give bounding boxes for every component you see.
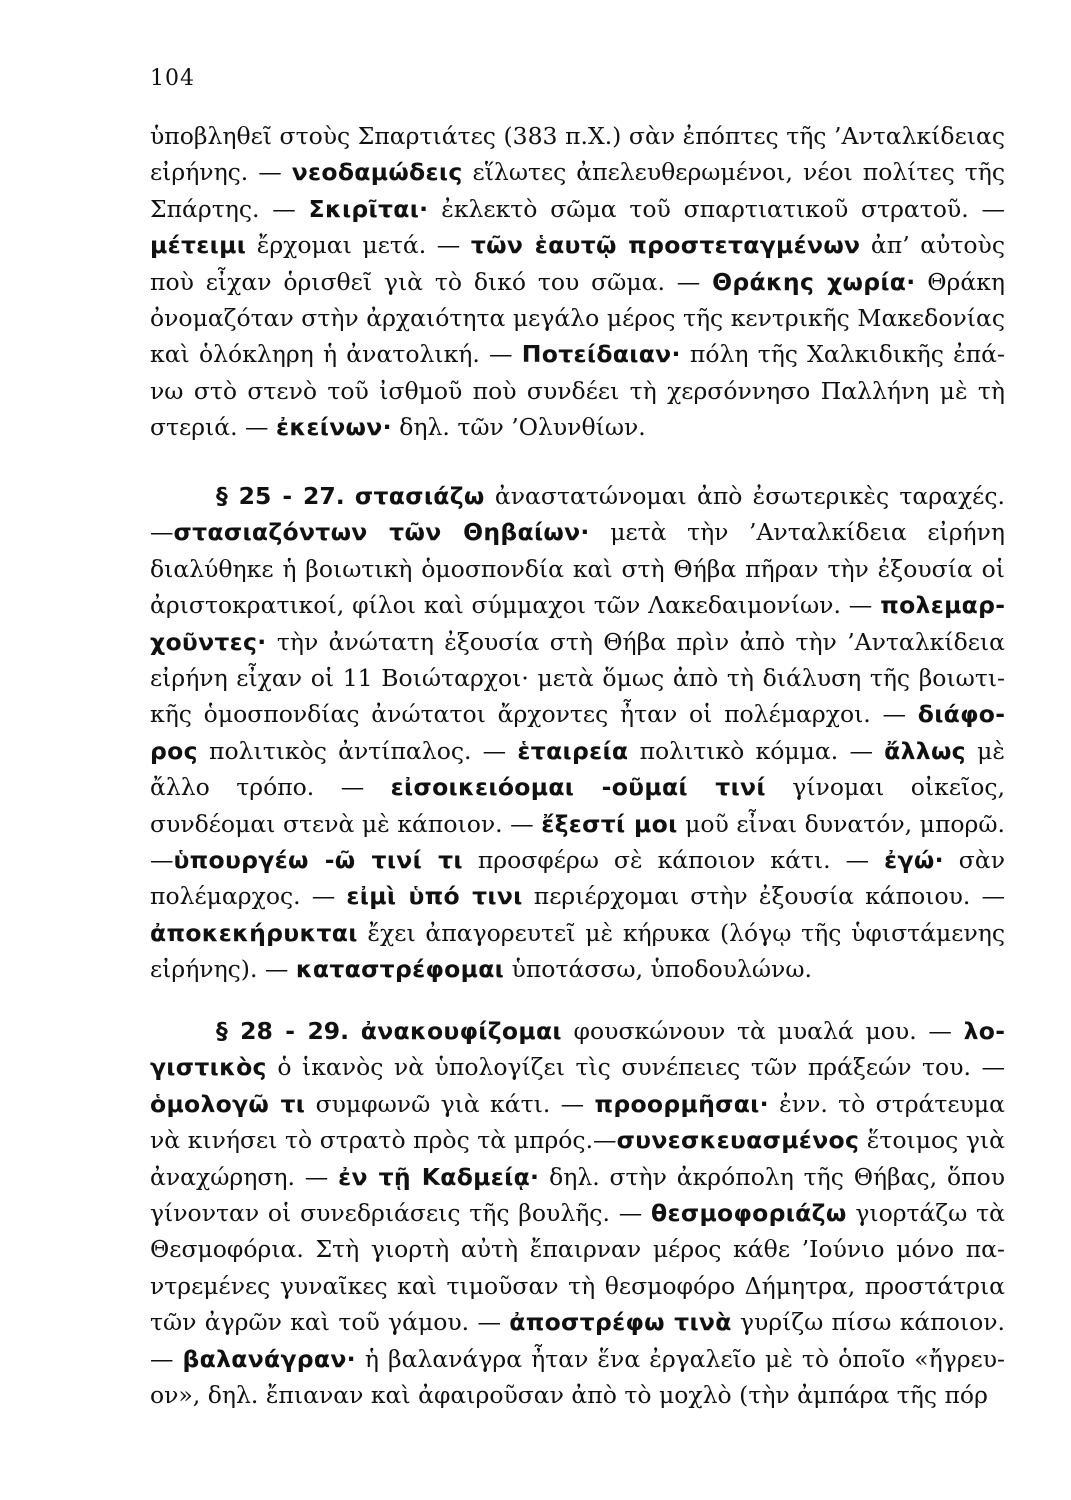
glossary-term: νεοδαμώδεις (291, 158, 463, 187)
definition-text: Θράκη ὀνομαζόταν στὴν ἀρχαιότητα μεγάλο μέρος τῆς κεντρικῆς Μακεδονίας καὶ ὁλόκληρη ἡ ἀνατολική. — (150, 267, 1006, 369)
definition-text: ἐνν. τὸ στράτευμα νὰ κινήσει τὸ στρατὸ πρὸς τὰ μπρός.— (150, 1089, 1005, 1155)
glossary-term: ἐκείνων· (276, 413, 392, 442)
glossary-term: ἀνακουφίζομαι (360, 1017, 562, 1045)
definition-text: δηλ. τῶν ’Ολυνθίων. (391, 413, 646, 442)
glossary-term: ὑπουργέω -ῶ τινί τι (173, 846, 463, 875)
definition-text: πόλη τῆς Χαλκιδικῆς ἐπάνω στὸ στενὸ τοῦ ἰσθμοῦ ποὺ συνδέει τὴ χερσόννησο Παλλήνη μὲ τὴ στεριά. — (150, 340, 1005, 442)
glossary-term: Σκιρῖται· (308, 194, 429, 223)
definition-text: ἕτοιμος γιὰ ἀναχώρηση. — (150, 1126, 1006, 1191)
definition-text: σὰν πολέμαρχος. — (150, 846, 1006, 911)
definition-text: περιέρχομαι στὴν ἐξουσία κάποιου. — (522, 882, 1005, 911)
definition-text: δηλ. στὴν ἀκρόπολη τῆς Θήβας, ὅπου γίνονταν οἱ συνεδριάσεις τῆς βουλῆς. — (150, 1162, 1005, 1228)
glossary-term: διάφορος (150, 700, 1005, 765)
glossary-term: πολεμαρχοῦντες· (150, 591, 1005, 656)
glossary-term: εἰμὶ ὑπό τινι (346, 882, 523, 911)
paragraph-text (150, 118, 1005, 446)
paragraph-text (150, 1013, 1005, 1413)
definition-text: τὴν ἀνώτατη ἐξουσία στὴ Θήβα πρὶν ἀπὸ τὴν ’Ανταλκίδεια εἰρήνη εἶχαν οἱ 11 Βοιώταρχοι· μετὰ ὅμως ἀπὸ τὴ διάλυση τῆς βοιωτικῆς ὁμοσπονδίας ἀνώτατοι ἄρχοντες ἦταν οἱ πολέμαρχοι. — (150, 627, 1005, 729)
definition-text: γυρίζω πίσω κάποιον. — (150, 1308, 1005, 1373)
glossary-term: ἑταιρεία (517, 736, 629, 765)
page-number: 104 (150, 66, 195, 91)
glossary-term: ὁμολογῶ τι (150, 1089, 306, 1118)
definition-text: μὲ ἄλλο τρόπο. — (150, 736, 1006, 802)
glossary-term: ἐν τῇ Καδμείᾳ· (338, 1162, 540, 1191)
glossary-term: θεσμοφοριάζω (651, 1199, 847, 1228)
glossary-term: καταστρέφομαι (295, 955, 505, 984)
glossary-term: προορμῆσαι· (594, 1089, 769, 1118)
glossary-term: συνεσκευασμένος (616, 1126, 860, 1155)
glossary-term: βαλανάγραν· (182, 1344, 356, 1373)
definition-text: ἡ βαλανάγρα ἦταν ἕνα ἐργαλεῖο μὲ τὸ ὁποῖο «ἤγρευον», δηλ. ἔπιαναν καὶ ἀφαιροῦσαν ἀπὸ τὸ μοχλὸ (τὴν ἀμπάρα τῆς πόρ (150, 1344, 1005, 1410)
definition-text: συμφωνῶ γιὰ κάτι. — (305, 1089, 595, 1118)
glossary-term: μέτειμι (150, 231, 247, 260)
glossary-term: λογιστικὸς (150, 1017, 1005, 1082)
glossary-paragraph-section-25-27 (150, 478, 1005, 988)
glossary-term: ἐγώ· (884, 846, 944, 875)
definition-text: ἔχει ἀπαγορευτεῖ μὲ κήρυκα (λόγῳ τῆς ὑφιστάμενης εἰρήνης). — (150, 918, 1005, 984)
definition-text: ὑποτάσσω, ὑποδουλώνω. (504, 955, 812, 984)
glossary-term: εἰσοικειόομαι -οῦμαί τινί (390, 773, 766, 802)
glossary-term: στασιαζόντων τῶν Θηβαίων· (173, 518, 590, 547)
definition-text: εἵλωτες ἀπελευθερωμένοι, νέοι πολίτες τῆς Σπάρτης. — (150, 158, 1005, 223)
glossary-term: ἀποκεκήρυκται (150, 918, 358, 947)
section-marker: § 25 - 27. (216, 482, 345, 510)
definition-text: ὑποβληθεῖ στοὺς Σπαρτιάτες (383 π.Χ.) σὰν ἐπόπτες τῆς ’Ανταλκίδειας εἰρήνης. — (150, 122, 1005, 187)
definition-text: ἀπ’ αὐτοὺς ποὺ εἶχαν ὁρισθεῖ γιὰ τὸ δικό του σῶμα. — (150, 231, 1005, 296)
glossary-term: ἀποστρέφω τινὰ (509, 1308, 732, 1337)
glossary-term: τῶν ἑαυτῷ προστεταγμένων (470, 231, 861, 260)
glossary-term: Θράκης χωρία· (712, 267, 916, 296)
definition-text: προσφέρω σὲ κάποιον κάτι. — (462, 846, 885, 875)
definition-text: πολιτικὸ κόμμα. — (628, 736, 885, 765)
definition-text: μοῦ εἶναι δυνατόν, μπορῶ. — (150, 809, 1005, 875)
glossary-term: ἄλλως (884, 736, 966, 765)
definition-text (349, 1017, 361, 1045)
section-marker: § 28 - 29. (216, 1017, 350, 1045)
definition-text: φουσκώνουν τὰ μυαλά μου. — (561, 1017, 964, 1045)
glossary-term: Ποτείδαιαν· (521, 340, 681, 369)
definition-text: μετὰ τὴν ’Ανταλκίδεια εἰρήνη διαλύθηκε ἡ βοιωτικὴ ὁμοσπονδία καὶ στὴ Θήβα πῆραν τὴν ἐξουσία οἱ ἀριστοκρατικοί, φίλοι καὶ σύμμαχοι τῶν Λακεδαιμονίων. — (150, 518, 1005, 620)
glossary-paragraph-1 (150, 118, 1005, 446)
glossary-term: στασιάζω (354, 482, 485, 510)
paragraph-text (150, 478, 1005, 988)
definition-text: ἐκλεκτὸ σῶμα τοῦ σπαρτιατικοῦ στρατοῦ. — (428, 194, 1005, 223)
definition-text: πολιτικὸς ἀντίπαλος. — (197, 736, 518, 765)
definition-text: γιορτάζω τὰ Θεσμοφόρια. Στὴ γιορτὴ αὐτὴ ἔπαιρναν μέρος κάθε ’Ιούνιο μόνο παντρεμένες γυναῖκες καὶ τιμοῦσαν τὴ θεσμοφόρο Δήμητρα, προστάτρια τῶν ἀγρῶν καὶ τοῦ γάμου. — (150, 1199, 1005, 1337)
glossary-paragraph-section-28-29 (150, 1013, 1005, 1413)
definition-text: ἀναστατώνομαι ἀπὸ ἐσωτερικὲς ταραχές. — (150, 482, 1005, 547)
definition-text: ἔρχομαι μετά. — (246, 231, 471, 260)
definition-text (345, 482, 355, 510)
definition-text: γίνομαι οἰκεῖος, συνδέομαι στενὰ μὲ κάποιον. — (150, 773, 1005, 838)
definition-text: ὁ ἱκανὸς νὰ ὑπολογίζει τὶς συνέπειες τῶν πράξεών του. — (266, 1053, 1005, 1082)
glossary-term: ἔξεστί μοι (541, 809, 678, 838)
